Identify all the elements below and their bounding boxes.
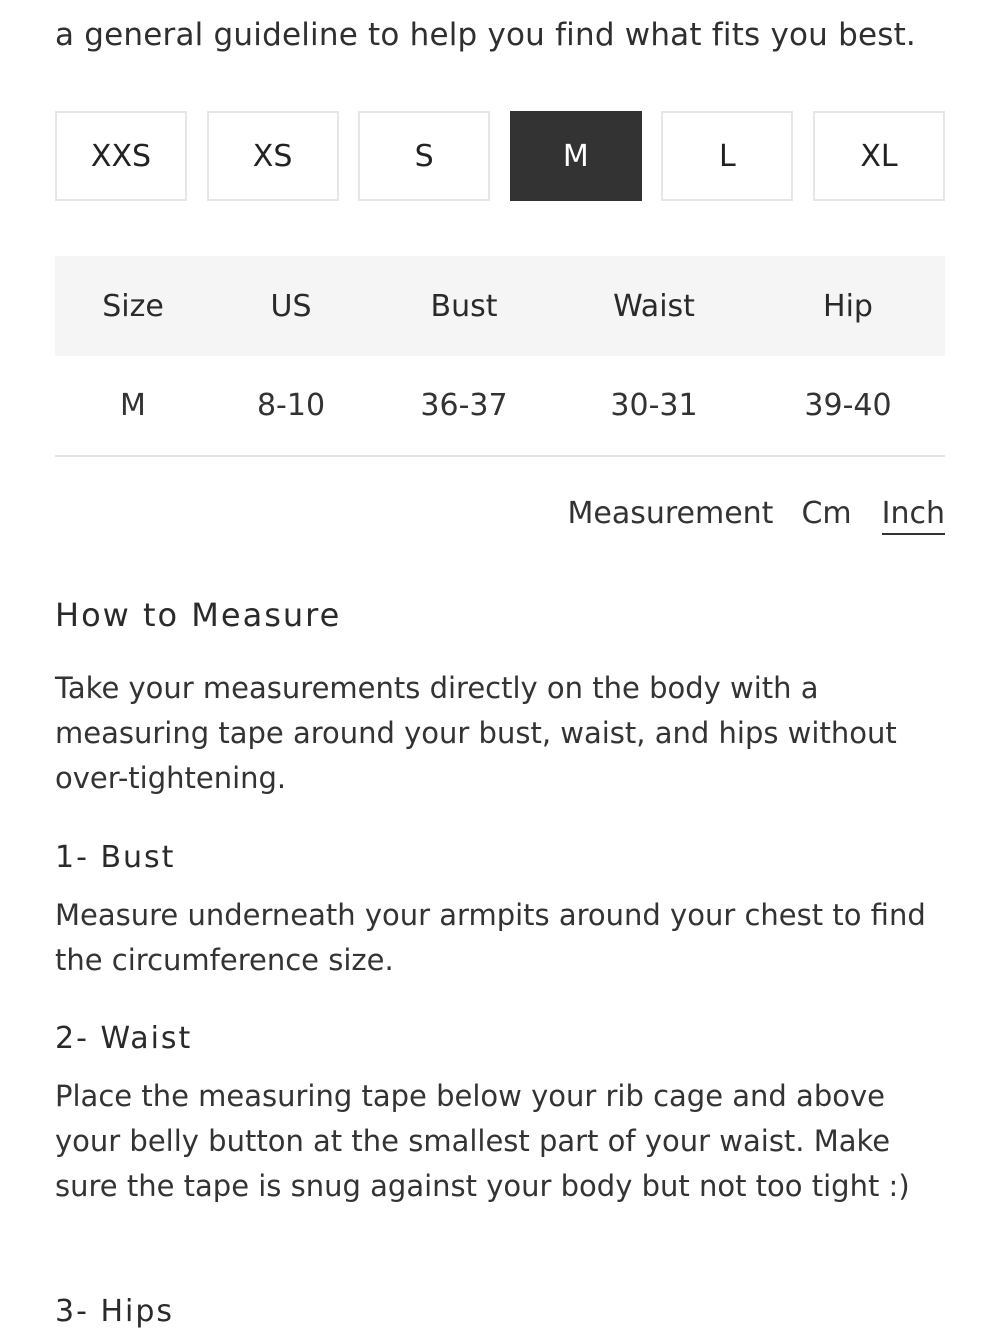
header-us: US	[211, 256, 371, 356]
size-option-s[interactable]: S	[358, 111, 490, 201]
measurement-label: Measurement	[567, 496, 774, 531]
waist-title: 2- Waist	[55, 1021, 193, 1056]
hips-title: 3- Hips	[55, 1294, 175, 1329]
cell-us: 8-10	[211, 356, 371, 456]
cell-hip: 39-40	[751, 356, 945, 456]
bust-text: Measure underneath your armpits around your chest to find the circumference size.	[55, 898, 926, 977]
measurement-unit-toggle	[567, 496, 945, 535]
header-waist: Waist	[557, 256, 751, 356]
size-option-xxs[interactable]: XXS	[55, 111, 187, 201]
cell-waist: 30-31	[557, 356, 751, 456]
how-to-measure-intro: Take your measurements directly on the body with a measuring tape around your bust, waist, and hips without over-tightening.	[55, 671, 897, 795]
size-option-xl[interactable]: XL	[813, 111, 945, 201]
size-selector	[55, 111, 945, 201]
how-to-measure-title: How to Measure	[55, 596, 342, 634]
cell-size: M	[55, 356, 211, 456]
waist-text: Place the measuring tape below your rib cage and above your belly button at the smallest part of your waist. Make sure the tape is snug against your body but not too tight :)	[55, 1079, 910, 1203]
header-hip: Hip	[751, 256, 945, 356]
table-header-row	[55, 256, 945, 356]
size-option-m[interactable]: M	[510, 111, 642, 201]
cell-bust: 36-37	[371, 356, 557, 456]
size-option-l[interactable]: L	[661, 111, 793, 201]
size-chart-table	[55, 256, 945, 457]
header-size: Size	[55, 256, 211, 356]
size-option-xs[interactable]: XS	[207, 111, 339, 201]
unit-cm-option[interactable]: Cm	[801, 496, 852, 531]
unit-inch-option[interactable]: Inch	[882, 496, 945, 535]
bust-title: 1- Bust	[55, 840, 176, 875]
table-row	[55, 356, 945, 456]
header-bust: Bust	[371, 256, 557, 356]
intro-text: a general guideline to help you find what fits you best.	[55, 17, 916, 53]
